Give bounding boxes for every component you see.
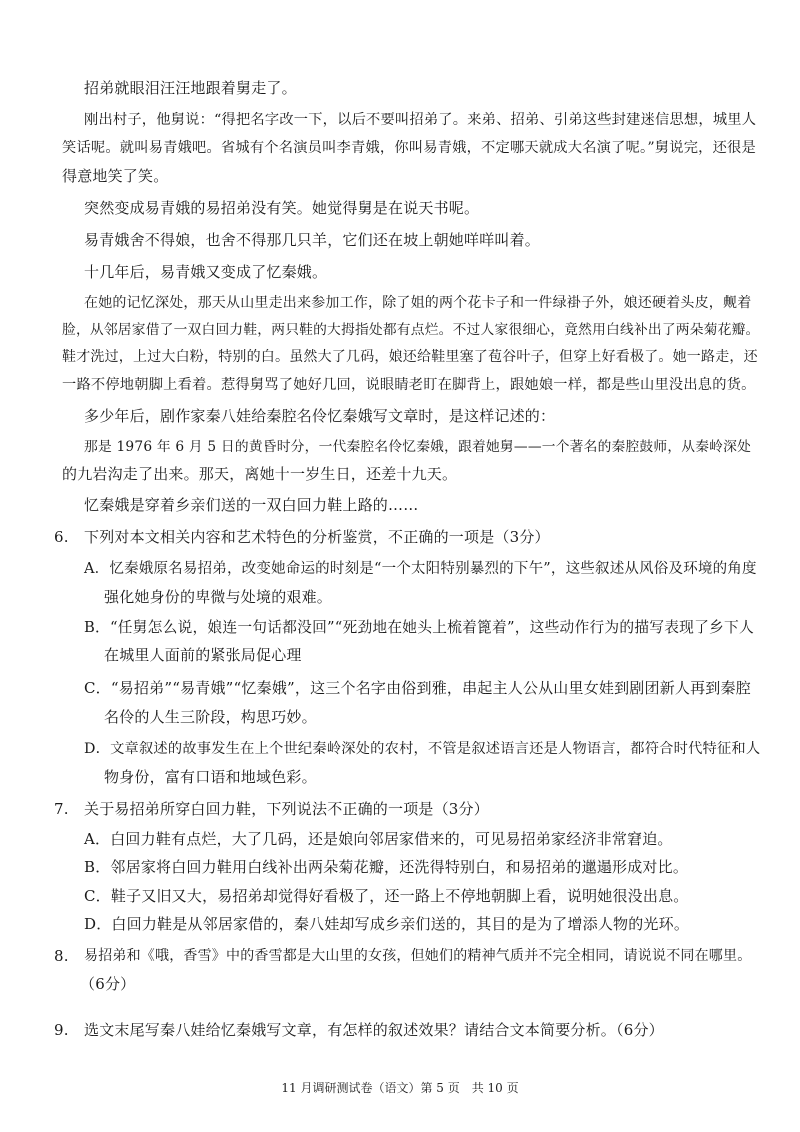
option-c: C．鞋子又旧又大，易招弟却觉得好看极了，还一路上不停地朝脚上看，说明她很没出息。	[84, 887, 689, 905]
option-b: B．“任舅怎么说，娘连一句话都没回”“死劲地在她头上梳着篦着”，这些动作行为的描写表现了乡下人	[84, 619, 754, 636]
option-b: B．邻居家将白回力鞋用白线补出两朵菊花瓣，还洗得特别白，和易招弟的邋遢形成对比。	[84, 858, 689, 876]
option-a: A．白回力鞋有点烂，大了几码，还是娘向邻居家借来的，可见易招弟家经济非常窘迫。	[84, 830, 673, 848]
passage-paragraph: 招弟就眼泪汪汪地跟着舅走了。	[84, 79, 297, 97]
question-number: 8.	[54, 947, 69, 965]
passage-paragraph: 刚出村子，他舅说：“得把名字改一下，以后不要叫招弟了。来弟、招弟、引弟这些封建迷信思想，城里人	[84, 112, 757, 128]
option-a-cont: 强化她身份的卑微与处境的艰难。	[104, 588, 333, 606]
passage-line: 得意地笑了笑。	[62, 167, 169, 185]
passage-line: 的九岩沟走了出来。那天，离她十一岁生日，还差十九天。	[62, 465, 458, 483]
passage-paragraph: 多少年后，剧作家秦八娃给秦腔名伶忆秦娥写文章时，是这样记述的：	[84, 407, 556, 425]
passage-line: 一路不停地朝脚上看着。惹得舅骂了她好几回，说眼睛老盯在脚背上，跟她娘一样，都是些山里没出息的货。	[62, 377, 756, 393]
question-stem: 选文末尾写秦八娃给忆秦娥写文章，有怎样的叙述效果？请结合文本简要分析。（6分）	[84, 1021, 664, 1039]
passage-line: 笑话呢。就叫易青娥吧。省城有个名演员叫李青娥，你叫易青娥，不定哪天就成大名演了呢。”舅说完，还很是	[62, 140, 756, 156]
passage-line: 鞋才洗过，上过大白粉，特别的白。虽然大了几码，娘还给鞋里塞了苞谷叶子，但穿上好看极了。她一路走，还	[62, 349, 758, 365]
option-d: D．文章叙述的故事发生在上个世纪秦岭深处的农村，不管是叙述语言还是人物语言，都符合时代特征和人	[84, 741, 761, 757]
page-footer: 11 月调研测试卷（语文）第 5 页 共 10 页	[281, 1081, 519, 1095]
question-stem: 关于易招弟所穿白回力鞋，下列说法不正确的一项是（3分）	[84, 800, 489, 818]
question-number: 9.	[54, 1021, 69, 1039]
question-stem: 易招弟和《哦，香雪》中的香雪都是大山里的女孩，但她们的精神气质并不完全相同，请说说不同在哪里。	[84, 948, 752, 964]
option-d-cont: 物身份，富有口语和地域色彩。	[104, 768, 317, 786]
passage-paragraph: 忆秦娥是穿着乡亲们送的一双白回力鞋上路的……	[84, 496, 419, 514]
passage-paragraph: 易青娥舍不得娘，也舍不得那几只羊，它们还在坡上朝她咩咩叫着。	[84, 231, 541, 249]
passage-line: 脸，从邻居家借了一双白回力鞋，两只鞋的大拇指处都有点烂。不过人家很细心，竟然用白线补出了两朵菊花瓣。	[62, 322, 760, 338]
question-score: （6分）	[80, 975, 136, 993]
question-number: 7.	[54, 800, 69, 818]
question-stem: 下列对本文相关内容和艺术特色的分析鉴赏，不正确的一项是（3分）	[84, 528, 550, 546]
passage-paragraph: 那是 1976 年 6 月 5 日的黄昏时分，一代秦腔名伶忆秦娥，跟着她舅——一个著名的秦腔鼓师，从秦岭深处	[84, 439, 752, 455]
option-c-cont: 名伶的人生三阶段，构思巧妙。	[104, 708, 317, 726]
passage-paragraph: 十几年后，易青娥又变成了忆秦娥。	[84, 263, 328, 281]
option-d: D．白回力鞋是从邻居家借的，秦八娃却写成乡亲们送的，其目的是为了增添人物的光环。	[84, 915, 690, 933]
passage-paragraph: 突然变成易青娥的易招弟没有笑。她觉得舅是在说天书呢。	[84, 199, 480, 217]
question-number: 6.	[54, 528, 69, 546]
option-a: A．忆秦娥原名易招弟，改变她命运的时刻是“一个太阳特别暴烈的下午”，这些叙述从风俗及环境的角度	[84, 561, 757, 577]
passage-paragraph: 在她的记忆深处，那天从山里走出来参加工作，除了姐的两个花卡子和一件绿褂子外，娘还硬着头皮，觍着	[84, 295, 752, 311]
option-c: C．“易招弟”“易青娥”“忆秦娥”，这三个名字由俗到雅，串起主人公从山里女娃到剧团新人再到秦腔	[84, 679, 751, 697]
option-b-cont: 在城里人面前的紧张局促心理	[104, 646, 302, 664]
